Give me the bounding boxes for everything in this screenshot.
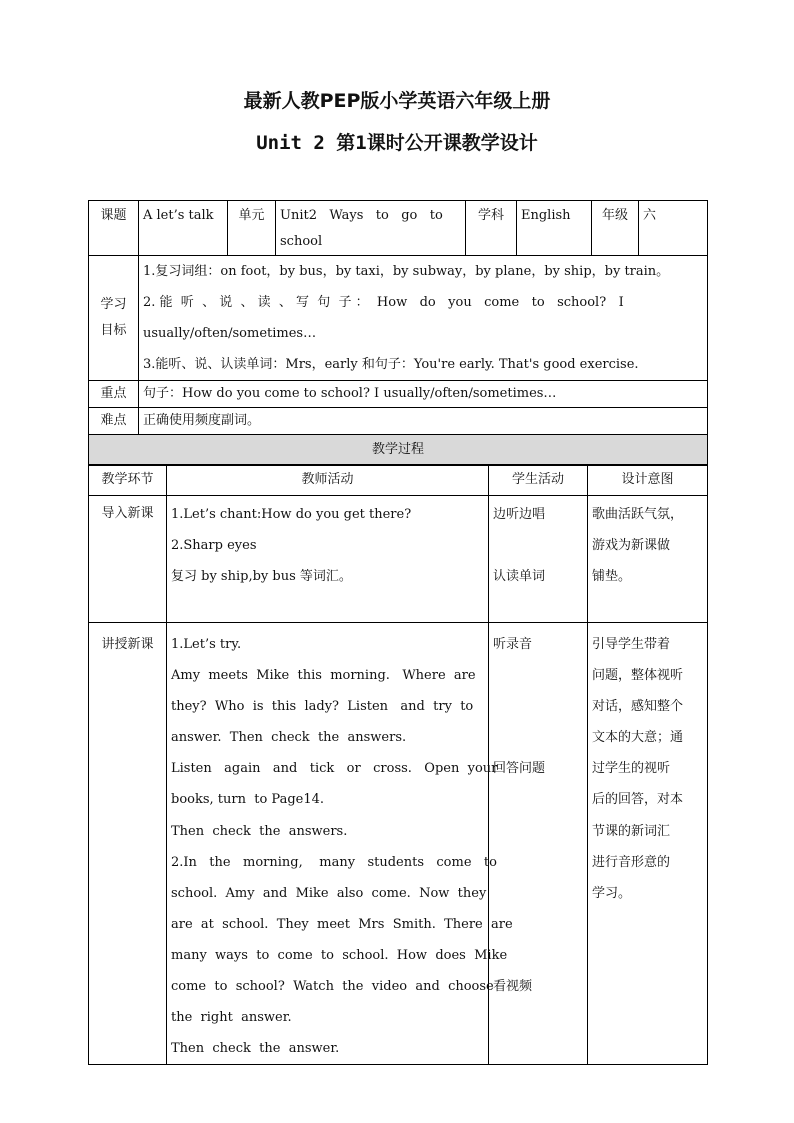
teacher-activity-intro: [167, 496, 489, 623]
teacher-line: Amy meets Mike this morning. Where are: [171, 668, 476, 684]
unit-value: [276, 201, 466, 256]
unit-value-line1: Unit2 Ways to go to: [280, 208, 443, 223]
column-teacher: 教师活动: [167, 465, 489, 496]
student-activity-intro: [489, 496, 588, 623]
objectives-label-line2: 目标: [100, 323, 127, 338]
intent-line: 引导学生带着: [592, 637, 671, 652]
topic-label: 课题: [89, 201, 139, 256]
objective-item-1: 1.复习词组：on foot，by bus，by taxi，by subway，by plane，by ship，by train。: [143, 264, 670, 279]
intent-line: 文本的大意；通: [592, 730, 684, 746]
objective-item-2-line2: usually/often/sometimes…: [143, 326, 317, 341]
student-line-blank: [493, 784, 583, 971]
teacher-line: come to school? Watch the video and choose: [171, 979, 494, 995]
difficult-point-label: 难点: [89, 408, 139, 435]
column-intent: 设计意图: [588, 465, 708, 496]
intent-line: 节课的新词汇: [592, 823, 671, 839]
objective-item-2-line1: 2. 能 听 、 说 、 读 、 写 句 子 ： How do you come to school? I: [143, 295, 624, 310]
subject-value: English: [517, 201, 592, 256]
teacher-line: are at school. They meet Mrs Smith. There are: [171, 916, 513, 932]
student-activity-new: [489, 623, 588, 1065]
intent-new: [588, 623, 708, 1065]
teacher-line: 2.In the morning, many students come to: [171, 854, 497, 870]
teacher-line: 复习 by ship,by bus 等词汇。: [171, 569, 352, 584]
teacher-line: the right answer.: [171, 1010, 292, 1026]
objectives-content: [139, 256, 708, 381]
objectives-label: [89, 256, 139, 381]
topic-value: A let’s talk: [139, 201, 228, 256]
teacher-line: Then check the answers.: [171, 823, 348, 839]
intent-line: 铺垫。: [592, 569, 632, 584]
teacher-line: school. Amy and Mike also come. Now they: [171, 885, 487, 901]
section-row-new: [89, 623, 708, 1065]
stage-new: 讲授新课: [89, 623, 167, 1065]
teacher-line: 1.Let’s chant:How do you get there?: [171, 507, 412, 522]
teacher-line: many ways to come to school. How does Mike: [171, 947, 508, 963]
section-row-intro: [89, 496, 708, 623]
document-subtitle: Unit 2 第1课时公开课教学设计: [256, 132, 538, 154]
intent-line: 学习。: [592, 885, 632, 901]
intent-intro: [588, 496, 708, 623]
objectives-label-line1: 学习: [100, 297, 127, 312]
teacher-line: Listen again and tick or cross. Open your: [171, 761, 498, 777]
teacher-line: books, turn to Page14.: [171, 792, 325, 808]
teacher-line: they? Who is this lady? Listen and try to: [171, 699, 474, 715]
stage-intro: 导入新课: [89, 496, 167, 623]
student-line: 边听边唱: [493, 507, 546, 522]
teacher-line: Then check the answer.: [171, 1041, 340, 1057]
process-header: 教学过程: [89, 435, 708, 466]
info-table: [88, 200, 708, 466]
intent-line: 后的回答，对本: [592, 792, 684, 808]
student-line: 看视频: [493, 979, 533, 995]
key-point-label: 重点: [89, 381, 139, 408]
process-table: [88, 464, 708, 1065]
key-point-value: 句子：How do you come to school? I usually/often/sometimes…: [139, 381, 708, 408]
student-line: 听录音: [493, 637, 533, 652]
unit-value-line2: school: [280, 234, 323, 249]
unit-label: 单元: [228, 201, 276, 256]
student-line-blank: [493, 530, 583, 561]
student-line-blank: [493, 660, 583, 753]
objective-item-3: 3.能听、说、认读单词：Mrs，early 和句子：You're early. That's good exercise.: [143, 357, 639, 372]
intent-line: 进行音形意的: [592, 854, 671, 870]
column-student: 学生活动: [489, 465, 588, 496]
difficult-point-value: 正确使用频度副词。: [139, 408, 708, 435]
grade-value: 六: [639, 201, 708, 256]
grade-label: 年级: [592, 201, 639, 256]
intent-line: 过学生的视听: [592, 761, 671, 777]
intent-line: 歌曲活跃气氛，: [592, 507, 684, 522]
document-title: 最新人教PEP版小学英语六年级上册: [243, 90, 551, 112]
intent-line: 对话，感知整个: [592, 699, 684, 715]
teacher-line: 2.Sharp eyes: [171, 538, 257, 553]
student-line: 回答问题: [493, 761, 546, 777]
teacher-line: answer. Then check the answers.: [171, 730, 407, 746]
teacher-line: 1.Let’s try.: [171, 637, 242, 652]
subject-label: 学科: [466, 201, 517, 256]
column-stage: 教学环节: [89, 465, 167, 496]
student-line: 认读单词: [493, 569, 546, 584]
intent-line: 问题，整体视听: [592, 668, 684, 684]
intent-line: 游戏为新课做: [592, 538, 671, 553]
